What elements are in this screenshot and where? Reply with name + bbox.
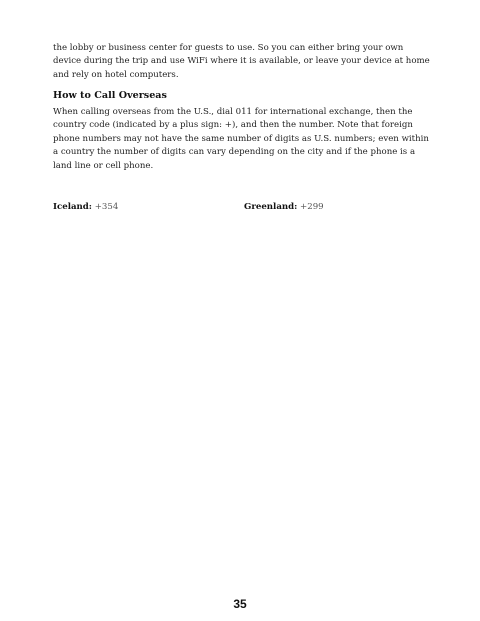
country-name: Greenland: [244, 202, 298, 212]
country-dial-code: +354 [94, 202, 119, 212]
country-name: Iceland: [53, 202, 92, 212]
country-code-entry [244, 201, 324, 214]
country-code-entry [53, 201, 118, 214]
section-paragraph: When calling overseas from the U.S., dial 011 for international exchange, then the country code (indicated by a plus sign: +), and then the number. Note that foreign phone numbers may not have the same number of digits as U.S. numbers; even within a country the number of digits can vary depending on the city and if the phone is a land line or cell phone. [53, 107, 429, 171]
country-dial-code: +299 [300, 202, 324, 212]
intro-paragraph: the lobby or business center for guests to use. So you can either bring your own device during the trip and use WiFi where it is available, or leave your device at home and rely on hotel computers. [53, 43, 430, 80]
section-heading: How to Call Overseas [53, 90, 167, 101]
page-number: 35 [233, 597, 247, 611]
